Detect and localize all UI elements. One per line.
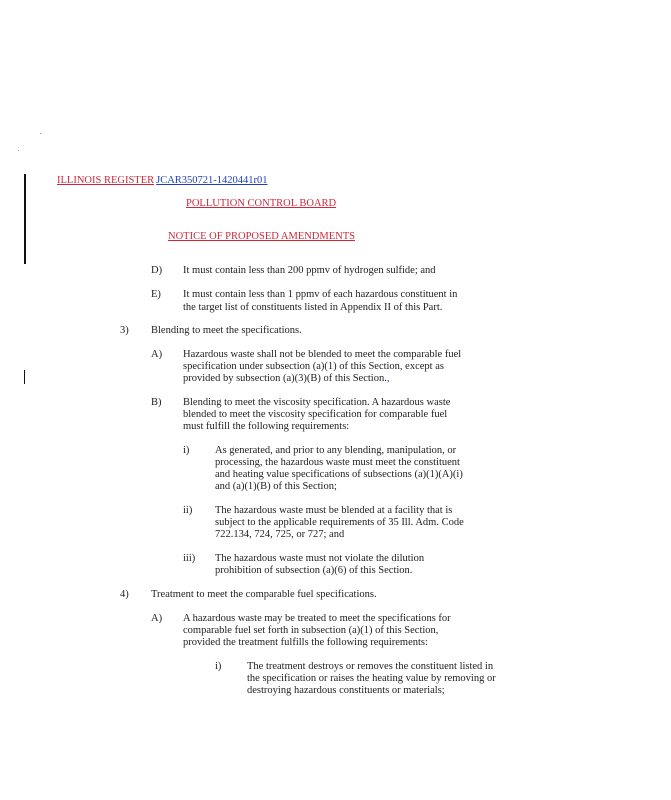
notice-title: NOTICE OF PROPOSED AMENDMENTS [168,231,355,242]
section-label: 3) [120,325,129,336]
item-text: A hazardous waste may be treated to meet the specifications for [183,613,451,624]
subitem-text: The hazardous waste must be blended at a facility that is [215,505,453,516]
item-label: A) [151,613,163,624]
subitem-text: the specification or raises the heating value by removing or [247,673,496,684]
subitem-text: The treatment destroys or removes the constituent listed in [247,661,494,672]
subitem-label: ii) [183,505,193,516]
item-label: B) [151,397,162,408]
item-label: D) [151,265,163,276]
item-text: Hazardous waste shall not be blended to meet the comparable fuel [183,349,462,360]
inserted-mark: , [386,373,390,384]
item-text [183,373,389,386]
board-title: POLLUTION CONTROL BOARD [186,198,337,209]
subitem-text: subject to the applicable requirements of 35 Ill. Adm. Code [215,517,464,528]
item-text: the target list of constituents listed in Appendix II of this Part. [183,302,443,313]
subitem-text: destroying hazardous constituents or materials; [247,685,445,696]
item-text: provided the treatment fulfills the following requirements: [183,637,428,648]
item-text-segment: provided by subsection (a)(3)(B) of this Section. [183,373,387,384]
section-text: Treatment to meet the comparable fuel specifications. [151,589,377,600]
subitem-label: i) [215,661,222,672]
subitem-text: The hazardous waste must not violate the dilution [215,553,425,564]
section-label: 4) [120,589,129,600]
subitem-text: and heating value specifications of subsections (a)(1)(A)(i) [215,469,463,480]
document-id-link[interactable]: JCAR350721-1420441r01 [156,175,268,186]
subitem-text: As generated, and prior to any blending, manipulation, or [215,445,457,456]
subitem-label: iii) [183,553,196,564]
item-text: Blending to meet the viscosity specification. A hazardous waste [183,397,451,408]
scan-speck [40,133,41,134]
item-text: blended to meet the viscosity specification for comparable fuel [183,409,448,420]
change-bar [24,174,26,264]
item-text: must fulfill the following requirements: [183,421,350,432]
scan-speck [18,150,19,151]
subitem-text: processing, the hazardous waste must meet the constituent [215,457,460,468]
register-label: ILLINOIS REGISTER [57,175,155,186]
item-text: specification under subsection (a)(1) of this Section, except as [183,361,444,372]
item-label: E) [151,289,161,300]
item-text: comparable fuel set forth in subsection (a)(1) of this Section, [183,625,439,636]
item-text: It must contain less than 1 ppmv of each hazardous constituent in [183,289,458,300]
register-header [57,175,268,186]
subitem-label: i) [183,445,190,456]
subitem-text: prohibition of subsection (a)(6) of this Section. [215,565,413,576]
subitem-text: 722.134, 724, 725, or 727; and [215,529,345,540]
section-text: Blending to meet the specifications. [151,325,302,336]
change-bar [24,370,25,384]
subitem-text: and (a)(1)(B) of this Section; [215,481,337,492]
item-label: A) [151,349,163,360]
item-text: It must contain less than 200 ppmv of hydrogen sulfide; and [183,265,436,276]
